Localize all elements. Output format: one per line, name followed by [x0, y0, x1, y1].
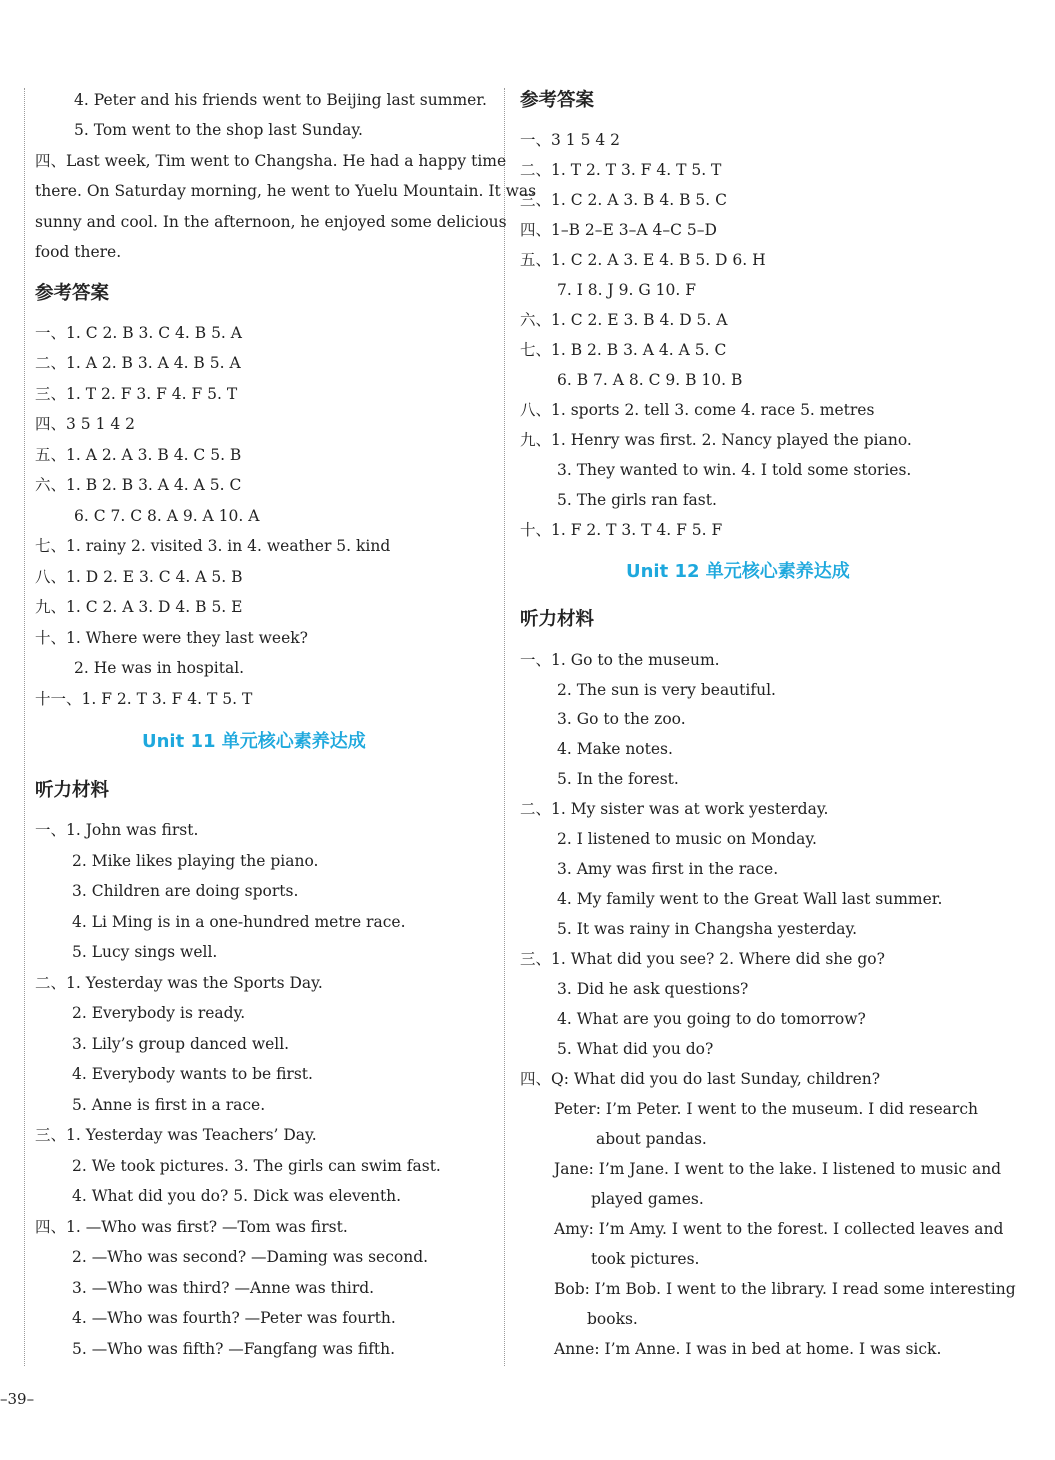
left-margin-rule — [24, 88, 25, 1366]
dialogue-line: about pandas. — [596, 1130, 707, 1148]
paragraph-line: there. On Saturday morning, he went to Yuelu Mountain. It was — [35, 182, 537, 200]
listening-line: 3. Lily’s group danced well. — [72, 1035, 290, 1053]
column-divider — [504, 88, 505, 1366]
listening-line: 5. Lucy sings well. — [72, 943, 218, 961]
listening-line: 一、1. Go to the museum. — [520, 651, 720, 669]
dialogue-line: took pictures. — [591, 1250, 700, 1268]
answer-line: 一、3 1 5 4 2 — [520, 131, 621, 149]
answer-line: 二、1. A 2. B 3. A 4. B 5. A — [35, 354, 241, 372]
listening-line: 5. —Who was fifth? —Fangfang was fifth. — [72, 1340, 396, 1358]
answer-line: 九、1. Henry was first. 2. Nancy played the piano. — [520, 431, 912, 449]
section-heading: 听力材料 — [35, 780, 110, 801]
section-heading: 参考答案 — [35, 283, 110, 304]
answer-line: 6. C 7. C 8. A 9. A 10. A — [74, 507, 260, 525]
listening-line: 四、Q: What did you do last Sunday, children? — [520, 1070, 881, 1088]
listening-line: 二、1. My sister was at work yesterday. — [520, 800, 829, 818]
listening-line: 三、1. Yesterday was Teachers’ Day. — [35, 1126, 317, 1144]
listening-line: 3. Children are doing sports. — [72, 882, 299, 900]
answer-line: 四、3 5 1 4 2 — [35, 415, 136, 433]
listening-line: 5. It was rainy in Changsha yesterday. — [557, 920, 858, 938]
page-number: –39– — [0, 1390, 35, 1408]
listening-line: 2. Everybody is ready. — [72, 1004, 246, 1022]
answer-line: 六、1. C 2. E 3. B 4. D 5. A — [520, 311, 728, 329]
answer-line: 3. They wanted to win. 4. I told some stories. — [557, 461, 912, 479]
answer-line: 四、1–B 2–E 3–A 4–C 5–D — [520, 221, 717, 239]
answer-line: 三、1. T 2. F 3. F 4. F 5. T — [35, 385, 238, 403]
listening-line: 2. —Who was second? —Daming was second. — [72, 1248, 429, 1266]
dialogue-line: Peter: I’m Peter. I went to the museum. I did research — [554, 1100, 978, 1118]
section-heading: 听力材料 — [520, 609, 595, 630]
listening-line: 3. Amy was first in the race. — [557, 860, 779, 878]
answer-line: 五、1. C 2. A 3. E 4. B 5. D 6. H — [520, 251, 766, 269]
answer-line: 三、1. C 2. A 3. B 4. B 5. C — [520, 191, 727, 209]
dialogue-line: Bob: I’m Bob. I went to the library. I read some interesting — [554, 1280, 1016, 1298]
text-line: 5. Tom went to the shop last Sunday. — [74, 121, 363, 139]
listening-line: 5. What did you do? — [557, 1040, 714, 1058]
listening-line: 一、1. John was first. — [35, 821, 199, 839]
listening-line: 4. Make notes. — [557, 740, 673, 758]
section-heading: 参考答案 — [520, 90, 595, 111]
listening-line: 3. Go to the zoo. — [557, 710, 686, 728]
listening-line: 4. Everybody wants to be first. — [72, 1065, 313, 1083]
paragraph-line: food there. — [35, 243, 122, 261]
dialogue-line: played games. — [591, 1190, 704, 1208]
listening-line: 5. Anne is first in a race. — [72, 1096, 266, 1114]
listening-line: 2. Mike likes playing the piano. — [72, 852, 319, 870]
answer-line: 七、1. rainy 2. visited 3. in 4. weather 5. kind — [35, 537, 391, 555]
listening-line: 4. What did you do? 5. Dick was eleventh. — [72, 1187, 402, 1205]
answer-line: 十一、1. F 2. T 3. F 4. T 5. T — [35, 690, 253, 708]
answer-line: 七、1. B 2. B 3. A 4. A 5. C — [520, 341, 727, 359]
answer-line: 八、1. D 2. E 3. C 4. A 5. B — [35, 568, 243, 586]
listening-line: 3. Did he ask questions? — [557, 980, 749, 998]
answer-line: 5. The girls ran fast. — [557, 491, 717, 509]
listening-line: 4. My family went to the Great Wall last summer. — [557, 890, 943, 908]
paragraph-line: 四、Last week, Tim went to Changsha. He had a happy time — [35, 152, 507, 170]
unit-title: Unit 12 单元核心素养达成 — [626, 561, 850, 582]
dialogue-line: Amy: I’m Amy. I went to the forest. I collected leaves and — [554, 1220, 1004, 1238]
listening-line: 4. What are you going to do tomorrow? — [557, 1010, 866, 1028]
listening-line: 2. I listened to music on Monday. — [557, 830, 817, 848]
unit-title: Unit 11 单元核心素养达成 — [142, 731, 366, 752]
answer-line: 八、1. sports 2. tell 3. come 4. race 5. metres — [520, 401, 875, 419]
listening-line: 三、1. What did you see? 2. Where did she go? — [520, 950, 885, 968]
answer-line: 二、1. T 2. T 3. F 4. T 5. T — [520, 161, 722, 179]
answer-line: 五、1. A 2. A 3. B 4. C 5. B — [35, 446, 242, 464]
listening-line: 4. —Who was fourth? —Peter was fourth. — [72, 1309, 396, 1327]
text-line: 4. Peter and his friends went to Beijing last summer. — [74, 91, 487, 109]
answer-line: 六、1. B 2. B 3. A 4. A 5. C — [35, 476, 242, 494]
answer-line: 7. I 8. J 9. G 10. F — [557, 281, 696, 299]
dialogue-line: books. — [587, 1310, 638, 1328]
listening-line: 二、1. Yesterday was the Sports Day. — [35, 974, 323, 992]
dialogue-line: Anne: I’m Anne. I was in bed at home. I was sick. — [554, 1340, 942, 1358]
listening-line: 5. In the forest. — [557, 770, 679, 788]
answer-line: 九、1. C 2. A 3. D 4. B 5. E — [35, 598, 243, 616]
answer-line: 十、1. Where were they last week? — [35, 629, 308, 647]
listening-line: 4. Li Ming is in a one-hundred metre race. — [72, 913, 406, 931]
listening-line: 2. The sun is very beautiful. — [557, 681, 776, 699]
answer-line: 6. B 7. A 8. C 9. B 10. B — [557, 371, 743, 389]
answer-line: 十、1. F 2. T 3. T 4. F 5. F — [520, 521, 723, 539]
answer-line: 2. He was in hospital. — [74, 659, 245, 677]
listening-line: 四、1. —Who was first? —Tom was first. — [35, 1218, 348, 1236]
paragraph-line: sunny and cool. In the afternoon, he enjoyed some delicious — [35, 213, 507, 231]
listening-line: 2. We took pictures. 3. The girls can swim fast. — [72, 1157, 441, 1175]
answer-line: 一、1. C 2. B 3. C 4. B 5. A — [35, 324, 242, 342]
listening-line: 3. —Who was third? —Anne was third. — [72, 1279, 375, 1297]
dialogue-line: Jane: I’m Jane. I went to the lake. I listened to music and — [554, 1160, 1002, 1178]
